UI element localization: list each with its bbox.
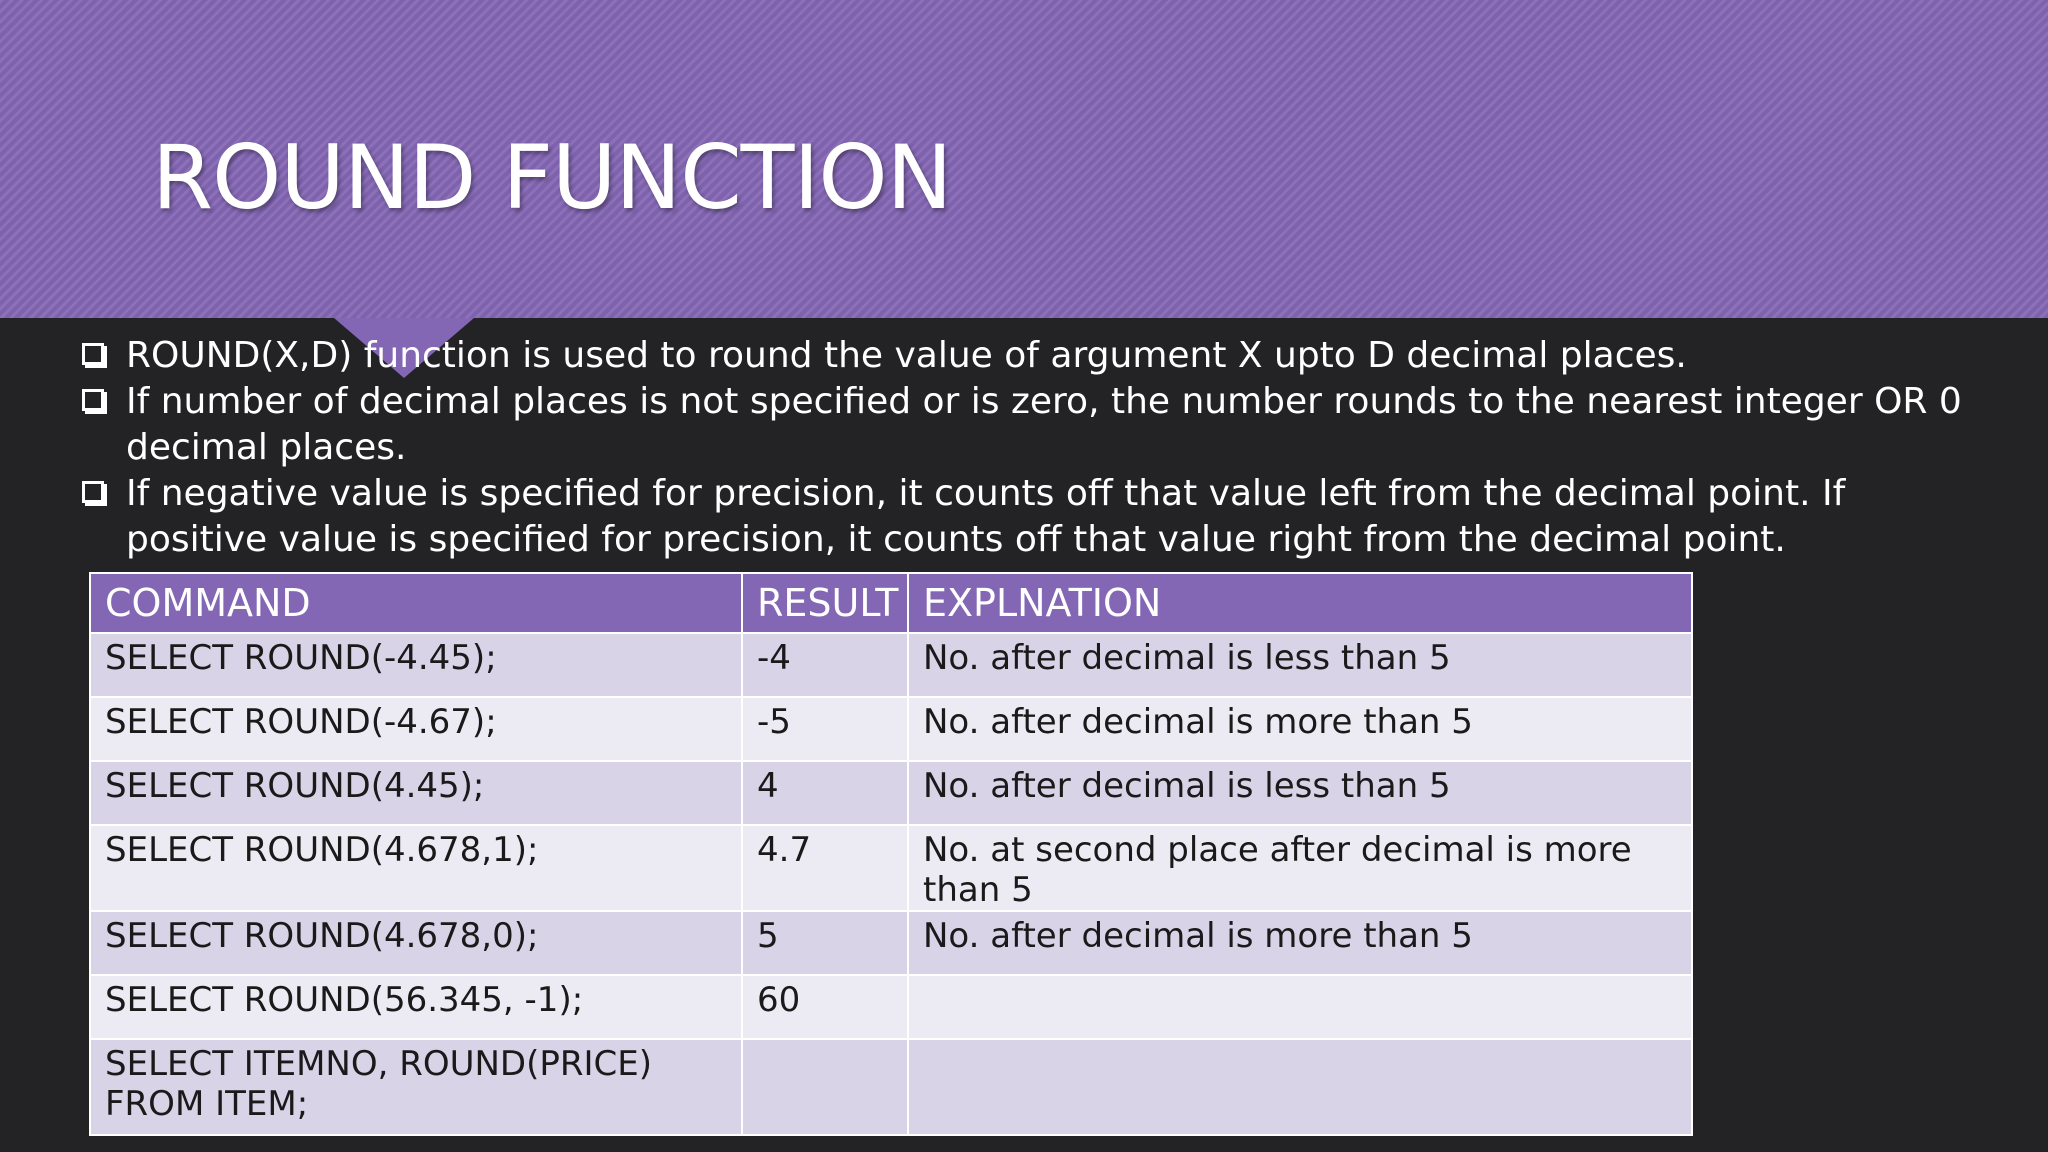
- header-result: RESULT: [742, 573, 908, 633]
- table-row: [90, 911, 1692, 975]
- header-explanation: EXPLNATION: [908, 573, 1692, 633]
- checkbox-square-icon: [82, 481, 104, 503]
- cell-command: SELECT ROUND(56.345, -1);: [90, 975, 742, 1039]
- cell-result: 4.7: [742, 825, 908, 911]
- cell-explanation: No. after decimal is less than 5: [908, 761, 1692, 825]
- cell-command: SELECT ROUND(-4.67);: [90, 697, 742, 761]
- cell-explanation: No. at second place after decimal is more than 5: [908, 825, 1692, 911]
- cell-result: 5: [742, 911, 908, 975]
- table-row: [90, 633, 1692, 697]
- cell-result: -5: [742, 697, 908, 761]
- bullet-text: If negative value is specified for precision, it counts off that value left from the decimal point. If positive value is specified for precision, it counts off that value right from the decimal point.: [126, 473, 1846, 560]
- cell-explanation: [908, 1039, 1692, 1135]
- cell-command: SELECT ROUND(4.678,0);: [90, 911, 742, 975]
- round-examples-table: [89, 572, 1691, 1136]
- data-table: [89, 572, 1693, 1136]
- bullet-item: [78, 333, 1978, 379]
- cell-command: SELECT ROUND(-4.45);: [90, 633, 742, 697]
- cell-explanation: No. after decimal is less than 5: [908, 633, 1692, 697]
- cell-result: 4: [742, 761, 908, 825]
- cell-explanation: [908, 975, 1692, 1039]
- table-row: [90, 697, 1692, 761]
- bullet-item: [78, 379, 1978, 471]
- cell-explanation: No. after decimal is more than 5: [908, 697, 1692, 761]
- table-header-row: [90, 573, 1692, 633]
- table-row: [90, 1039, 1692, 1135]
- table-row: [90, 975, 1692, 1039]
- cell-explanation: No. after decimal is more than 5: [908, 911, 1692, 975]
- cell-result: -4: [742, 633, 908, 697]
- cell-command: SELECT ITEMNO, ROUND(PRICE) FROM ITEM;: [90, 1039, 742, 1135]
- bullet-item: [78, 471, 1978, 563]
- cell-command: SELECT ROUND(4.45);: [90, 761, 742, 825]
- bullet-text: ROUND(X,D) function is used to round the value of argument X upto D decimal places.: [126, 335, 1687, 376]
- cell-command: SELECT ROUND(4.678,1);: [90, 825, 742, 911]
- cell-result: 60: [742, 975, 908, 1039]
- cell-result: [742, 1039, 908, 1135]
- bullet-text: If number of decimal places is not specified or is zero, the number rounds to the nearest integer OR 0 decimal places.: [126, 381, 1962, 468]
- slide-title: ROUND FUNCTION: [152, 126, 952, 229]
- checkbox-square-icon: [82, 343, 104, 365]
- table-row: [90, 825, 1692, 911]
- bullet-list: [78, 333, 1978, 563]
- table-row: [90, 761, 1692, 825]
- checkbox-square-icon: [82, 389, 104, 411]
- header-command: COMMAND: [90, 573, 742, 633]
